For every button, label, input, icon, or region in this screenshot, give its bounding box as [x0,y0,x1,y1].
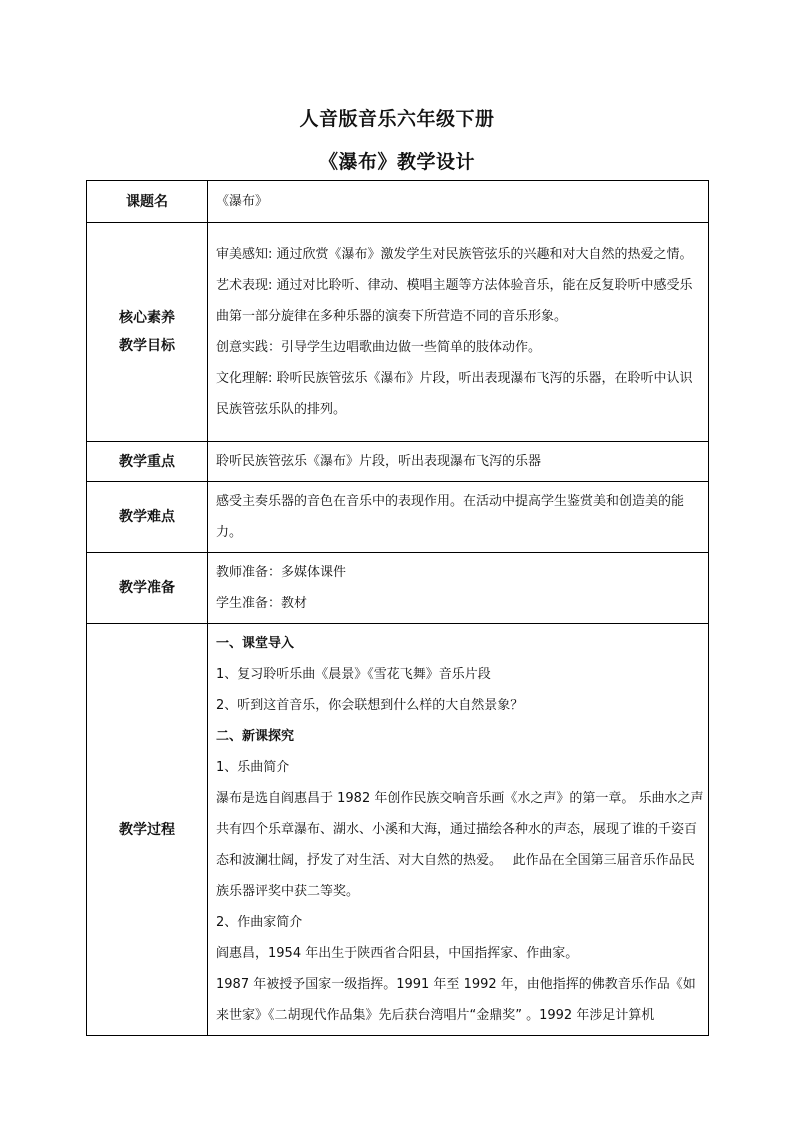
teacher-preparation: 教师准备：多媒体课件 [216,565,347,580]
preparation-label: 教学准备 [87,553,208,624]
process-line: 2、听到这首音乐，你会联想到什么样的大自然景象？ [216,698,524,713]
topic-value: 《瀑布》 [208,181,709,223]
section-heading-explore: 二、新课探究 [216,729,295,744]
student-preparation: 学生准备：教材 [216,596,308,611]
process-content [208,624,709,1036]
table-row-preparation [87,553,709,624]
goals-label-line1: 核心素养 [119,310,175,326]
table-row-goals [87,223,709,442]
document-subtitle: 《瀑布》教学设计 [318,151,475,173]
difficulties-value: 感受主奏乐器的音色在音乐中的表现作用。在活动中提高学生鉴赏美和创造美的能力。 [208,482,709,553]
table-row-topic [87,181,709,223]
process-line: 2、作曲家简介 [216,915,303,930]
topic-label: 课题名 [87,181,208,223]
document-title: 人音版音乐六年级下册 [299,108,495,130]
process-paragraph-piece-intro: 瀑布是选自阎惠昌于 1982 年创作民族交响音乐画《水之声》的第一章。 乐曲水之声共有四个乐章瀑布、湖水、小溪和大海，通过描绘各种水的声态，展现了谁的千姿百态和波澜壮阔，抒发了对生活、对大自然的热爱。 此作品在全国第三届音乐作品民族乐器评奖中获二等奖。 [216,791,704,899]
process-paragraph-composer: 1987 年被授予国家一级指挥。1991 年至 1992 年，由他指挥的佛教音乐作品《如来世家》《二胡现代作品集》先后获台湾唱片“金鼎奖” 。1992 年涉足计算机 [216,977,696,1023]
goals-label-line2: 教学目标 [119,338,175,354]
key-points-value: 聆听民族管弦乐《瀑布》片段，听出表现瀑布飞泻的乐器 [208,442,709,482]
preparation-content [208,553,709,624]
process-line: 1、乐曲简介 [216,760,290,775]
process-line: 1、复习聆听乐曲《晨景》《雪花飞舞》音乐片段 [216,667,491,682]
goal-artistic-expression: 艺术表现: 通过对比聆听、律动、模唱主题等方法体验音乐，能在反复聆听中感受乐曲第一部分旋律在多种乐器的演奏下所营造不同的音乐形象。 [216,278,693,324]
goal-creative-practice: 创意实践：引导学生边唱歌曲边做一些简单的肢体动作。 [216,340,542,355]
goal-aesthetic-perception: 审美感知: 通过欣赏《瀑布》激发学生对民族管弦乐的兴趣和对大自然的热爱之情。 [216,247,693,262]
process-label: 教学过程 [87,624,208,1036]
process-line: 阎惠昌，1954 年出生于陕西省合阳县，中国指挥家、作曲家。 [216,946,579,961]
goals-label [87,223,208,442]
lesson-plan-table [86,180,709,1036]
key-points-label: 教学重点 [87,442,208,482]
section-heading-intro: 一、课堂导入 [216,636,295,651]
difficulties-label: 教学难点 [87,482,208,553]
table-row-process [87,624,709,1036]
table-row-difficulties [87,482,709,553]
table-row-key-points [87,442,709,482]
goal-cultural-understanding: 文化理解: 聆听民族管弦乐《瀑布》片段，听出表现瀑布飞泻的乐器，在聆听中认识民族管弦乐队的排列。 [216,371,693,417]
goals-content [208,223,709,442]
